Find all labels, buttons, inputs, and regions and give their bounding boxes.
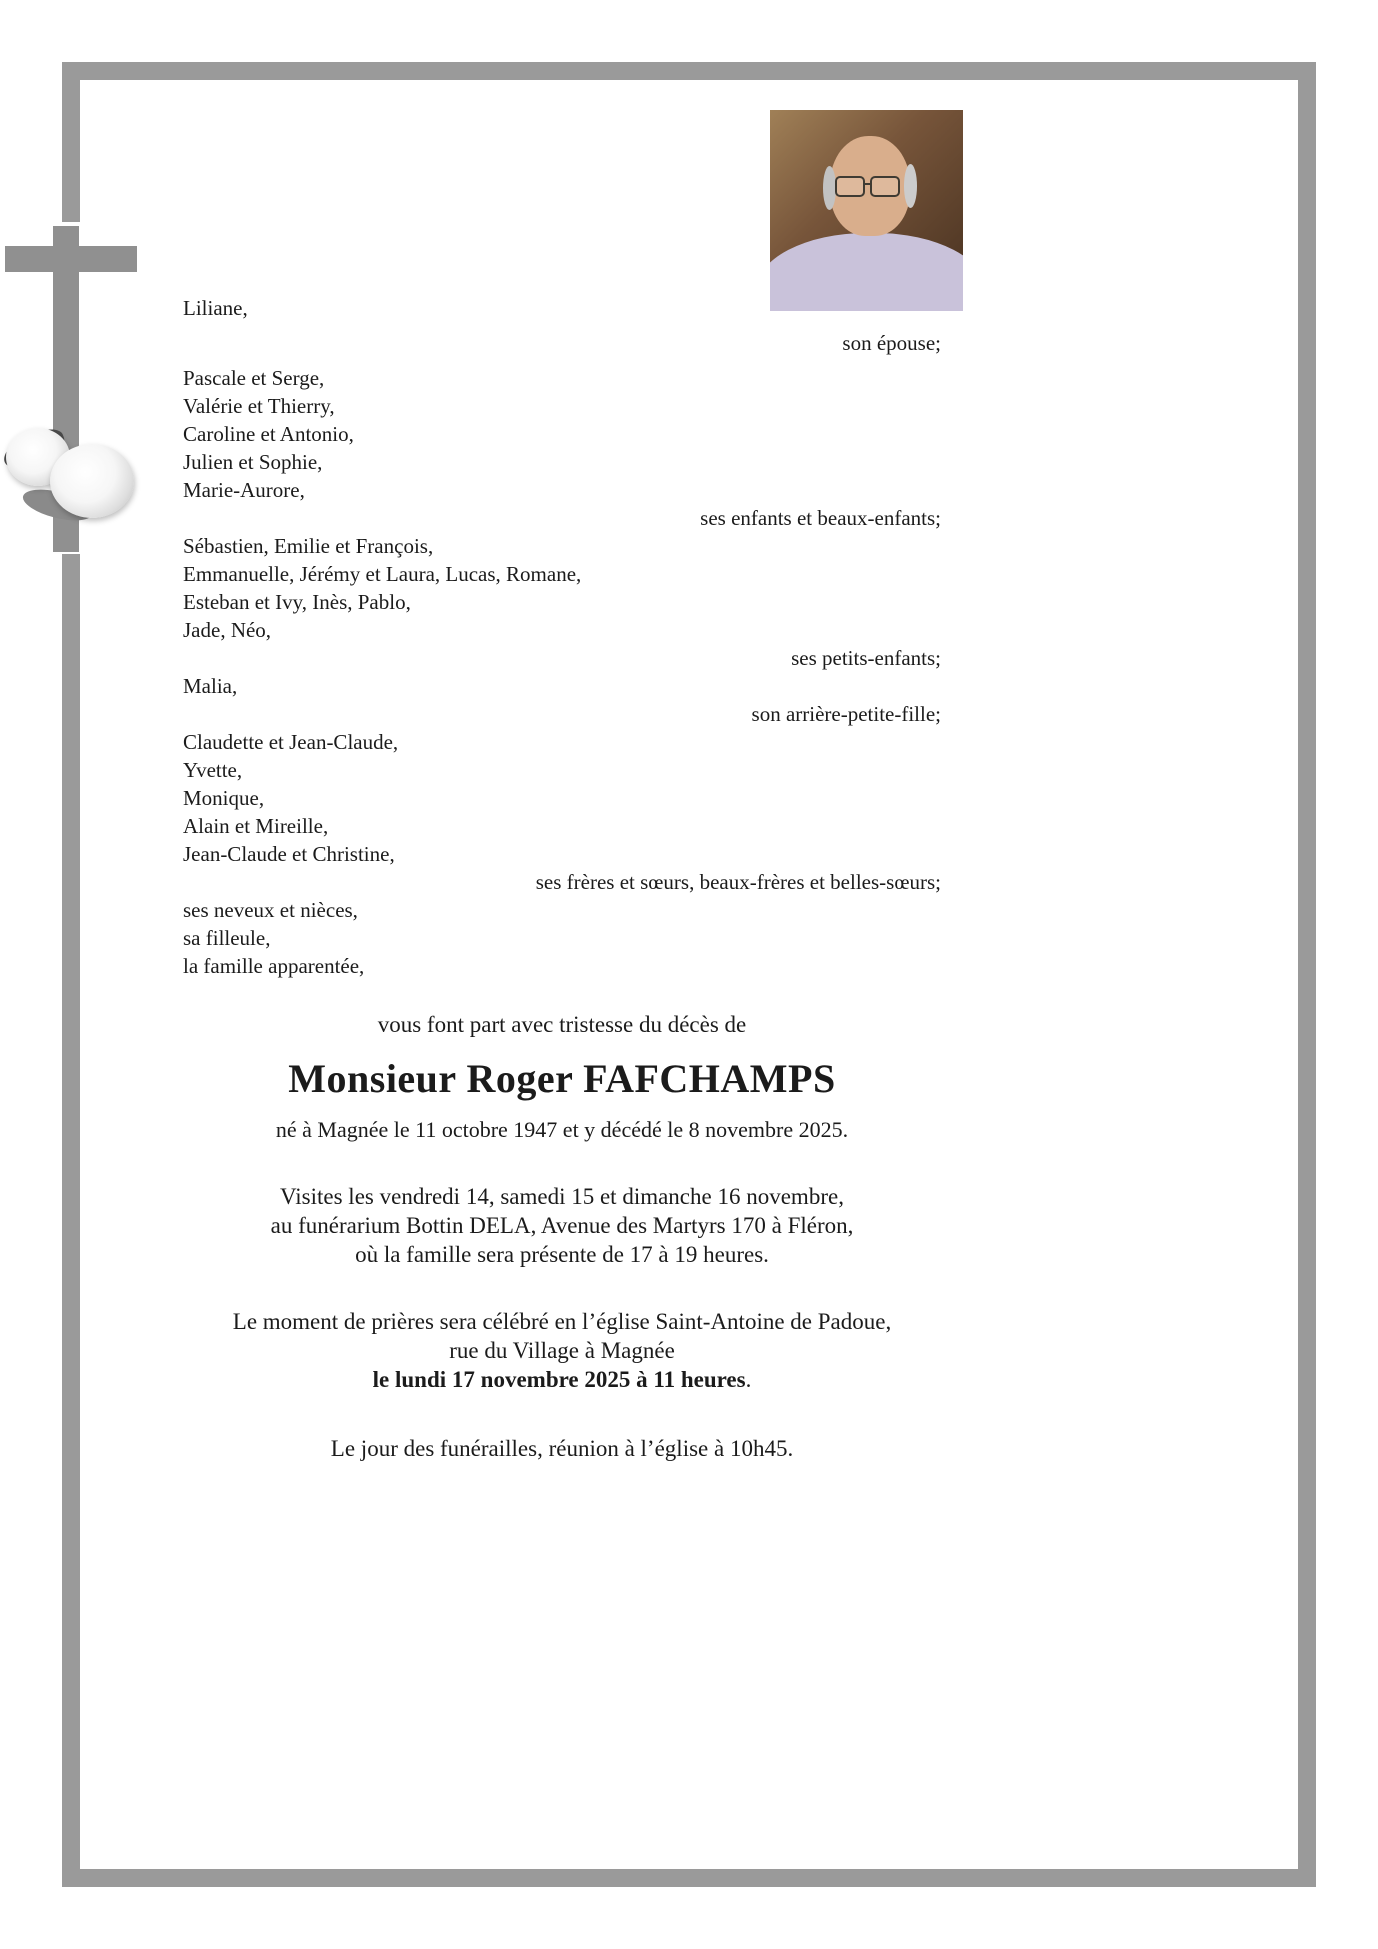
cross-roses-art — [0, 222, 172, 554]
family-line: Liliane, — [183, 296, 248, 320]
glasses-icon — [863, 183, 870, 185]
family-line: Yvette, — [183, 758, 243, 782]
rose-icon — [50, 444, 134, 518]
ceremony-line: rue du Village à Magnée — [449, 1338, 675, 1363]
ceremony-block — [183, 1307, 941, 1394]
relation-line: ses petits-enfants; — [791, 646, 941, 670]
family-line: Julien et Sophie, — [183, 450, 323, 474]
funeral-day-line: Le jour des funérailles, réunion à l’église à 10h45. — [330, 1436, 794, 1461]
visitation-line: au funérarium Bottin DELA, Avenue des Martyrs 170 à Fléron, — [270, 1213, 854, 1238]
birth-death-line: né à Magnée le 11 octobre 1947 et y décédé le 8 novembre 2025. — [275, 1117, 849, 1142]
family-line: Monique, — [183, 786, 265, 810]
family-line: ses neveux et nièces, — [183, 898, 358, 922]
glasses-icon — [835, 176, 865, 197]
family-line: Sébastien, Emilie et François, — [183, 534, 434, 558]
family-line: Marie-Aurore, — [183, 478, 305, 502]
ceremony-datetime-bold: le lundi 17 novembre 2025 à 11 heures — [372, 1367, 746, 1392]
ceremony-datetime — [183, 1365, 941, 1394]
intro-line: vous font part avec tristesse du décès de — [377, 1012, 747, 1037]
cross-icon — [5, 246, 137, 272]
family-line: Caroline et Antonio, — [183, 422, 354, 446]
family-line: Valérie et Thierry, — [183, 394, 335, 418]
family-line: Esteban et Ivy, Inès, Pablo, — [183, 590, 411, 614]
ceremony-line: Le moment de prières sera célébré en l’église Saint-Antoine de Padoue, — [232, 1309, 892, 1334]
photo-hair — [904, 164, 917, 208]
relation-line: son épouse; — [842, 331, 941, 355]
visitation-line: Visites les vendredi 14, samedi 15 et dimanche 16 novembre, — [280, 1184, 844, 1209]
family-line: Pascale et Serge, — [183, 366, 325, 390]
portrait-photo — [770, 110, 963, 311]
family-line: Claudette et Jean-Claude, — [183, 730, 399, 754]
relation-line: son arrière-petite-fille; — [751, 702, 941, 726]
relation-line: ses frères et sœurs, beaux-frères et belles-sœurs; — [535, 870, 941, 894]
family-line: Jade, Néo, — [183, 618, 272, 642]
family-line: Emmanuelle, Jérémy et Laura, Lucas, Romane, — [183, 562, 582, 586]
family-line: Jean-Claude et Christine, — [183, 842, 395, 866]
visitation-block — [183, 1182, 941, 1269]
family-line: Malia, — [183, 674, 238, 698]
visitation-line: où la famille sera présente de 17 à 19 heures. — [355, 1242, 769, 1267]
relation-line: ses enfants et beaux-enfants; — [700, 506, 941, 530]
glasses-icon — [870, 176, 900, 197]
family-line: Alain et Mireille, — [183, 814, 329, 838]
family-line: sa filleule, — [183, 926, 271, 950]
ceremony-datetime-period: . — [745, 1367, 752, 1392]
announcement-body — [183, 294, 941, 1463]
deceased-name: Monsieur Roger FAFCHAMPS — [288, 1056, 836, 1101]
family-line: la famille apparentée, — [183, 954, 365, 978]
